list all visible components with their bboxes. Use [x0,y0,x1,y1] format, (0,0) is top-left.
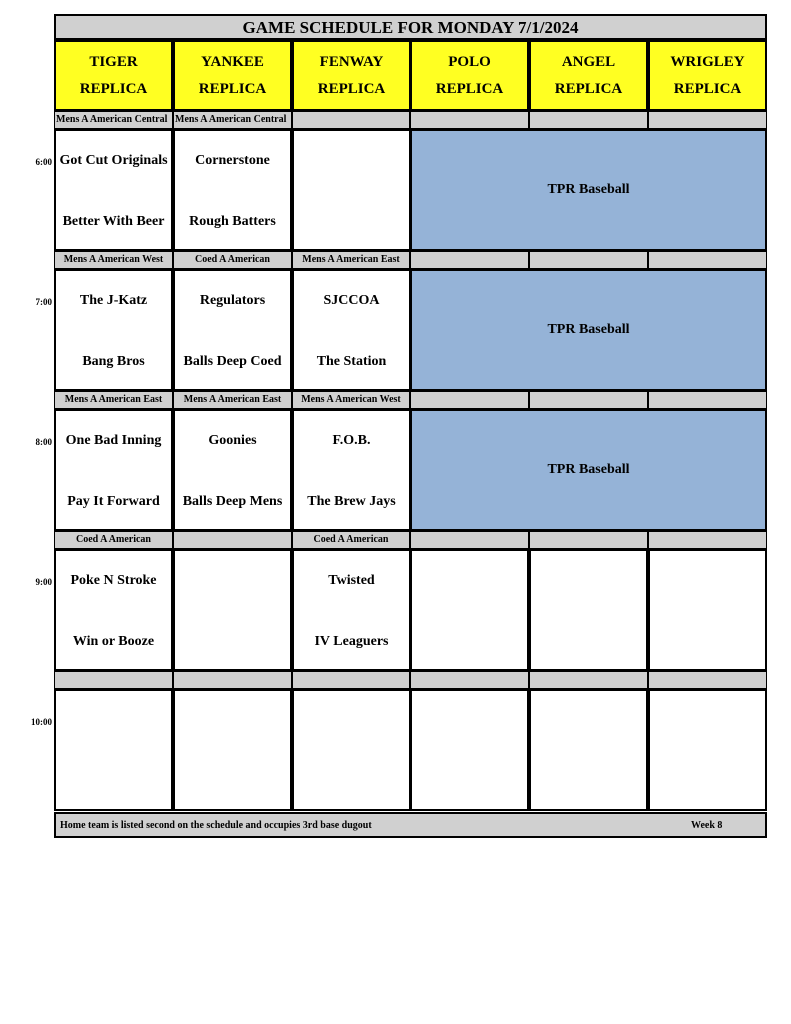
division-label: Mens A American Central [54,111,173,129]
division-label: Coed A American [292,531,410,549]
division-label: Mens A American East [54,391,173,409]
away-team: Goonies [208,433,257,448]
field-header-tiger [54,40,173,111]
field-sub: REPLICA [317,81,386,97]
time-label: 7:00 [35,297,52,307]
division-label: Coed A American [54,531,173,549]
division-label [648,251,767,269]
division-label [648,531,767,549]
home-team: Rough Batters [189,214,276,229]
game-cell [54,129,173,251]
game-cell [173,409,292,531]
away-team: Regulators [199,293,266,308]
division-label [410,531,529,549]
home-team: Pay It Forward [67,494,160,509]
division-label: Mens A American West [54,251,173,269]
game-cell [292,269,411,391]
division-label [410,391,529,409]
home-team: Better With Beer [62,214,165,229]
schedule-sheet [31,14,767,838]
game-cell [648,549,767,671]
division-label [648,671,767,689]
division-label [54,671,173,689]
field-header-polo [410,40,529,111]
home-team: Balls Deep Coed [183,354,282,369]
game-cell [648,689,767,811]
field-name: ANGEL [561,54,616,70]
field-header-yankee [173,40,292,111]
field-sub: REPLICA [198,81,267,97]
division-label [173,671,292,689]
time-label: 9:00 [35,577,52,587]
field-header-wrigley [648,40,767,111]
week-label: Week 8 [691,820,723,831]
game-cell [410,549,529,671]
game-cell [292,409,411,531]
schedule-title: GAME SCHEDULE FOR MONDAY 7/1/2024 [54,14,767,40]
home-team: Balls Deep Mens [182,494,283,509]
home-team: IV Leaguers [314,634,389,649]
field-name: WRIGLEY [670,54,745,70]
division-label [410,251,529,269]
time-label: 6:00 [35,157,52,167]
field-sub: REPLICA [673,81,742,97]
away-team: SJCCOA [323,293,380,308]
away-team: Cornerstone [195,153,270,168]
division-label: Mens A American Central [173,111,292,129]
field-sub: REPLICA [554,81,623,97]
division-label [173,531,292,549]
division-label [292,111,410,129]
division-label: Mens A American East [173,391,292,409]
field-name: POLO [448,54,491,70]
game-cell [529,549,648,671]
game-cell [292,689,411,811]
reserved-block: TPR Baseball [410,129,767,251]
away-team: F.O.B. [332,433,371,448]
field-name: TIGER [89,54,138,70]
division-label [410,111,529,129]
home-team: Win or Booze [72,634,155,649]
reserved-block: TPR Baseball [410,269,767,391]
reserved-block: TPR Baseball [410,409,767,531]
game-cell [529,689,648,811]
game-cell [292,549,411,671]
division-label [292,671,410,689]
field-sub: REPLICA [79,81,148,97]
game-cell [54,549,173,671]
game-cell [54,409,173,531]
game-cell [54,689,173,811]
away-team: Poke N Stroke [70,573,157,588]
game-cell [410,689,529,811]
field-header-angel [529,40,648,111]
time-label: 8:00 [35,437,52,447]
field-name: YANKEE [201,54,264,70]
division-label: Coed A American [173,251,292,269]
division-label [529,251,648,269]
division-label: Mens A American West [292,391,410,409]
away-team: Got Cut Originals [59,153,168,168]
division-label [529,671,648,689]
game-cell [173,549,292,671]
field-header-fenway [292,40,411,111]
away-team: Twisted [328,573,375,588]
division-label: Mens A American East [292,251,410,269]
away-team: The J-Katz [79,293,148,308]
division-label [410,671,529,689]
game-cell [173,689,292,811]
division-label [648,391,767,409]
game-cell [173,269,292,391]
footer-note: Home team is listed second on the schedule and occupies 3rd base dugout [60,820,372,831]
away-team: One Bad Inning [65,433,162,448]
home-team: The Brew Jays [307,494,396,509]
time-label: 10:00 [31,717,52,727]
division-label [648,111,767,129]
game-cell [292,129,411,251]
game-cell [173,129,292,251]
division-label [529,531,648,549]
field-name: FENWAY [319,54,384,70]
home-team: Bang Bros [82,354,145,369]
home-team: The Station [316,354,387,369]
game-cell [54,269,173,391]
footer-bar [54,812,767,838]
field-sub: REPLICA [435,81,504,97]
division-label [529,111,648,129]
division-label [529,391,648,409]
